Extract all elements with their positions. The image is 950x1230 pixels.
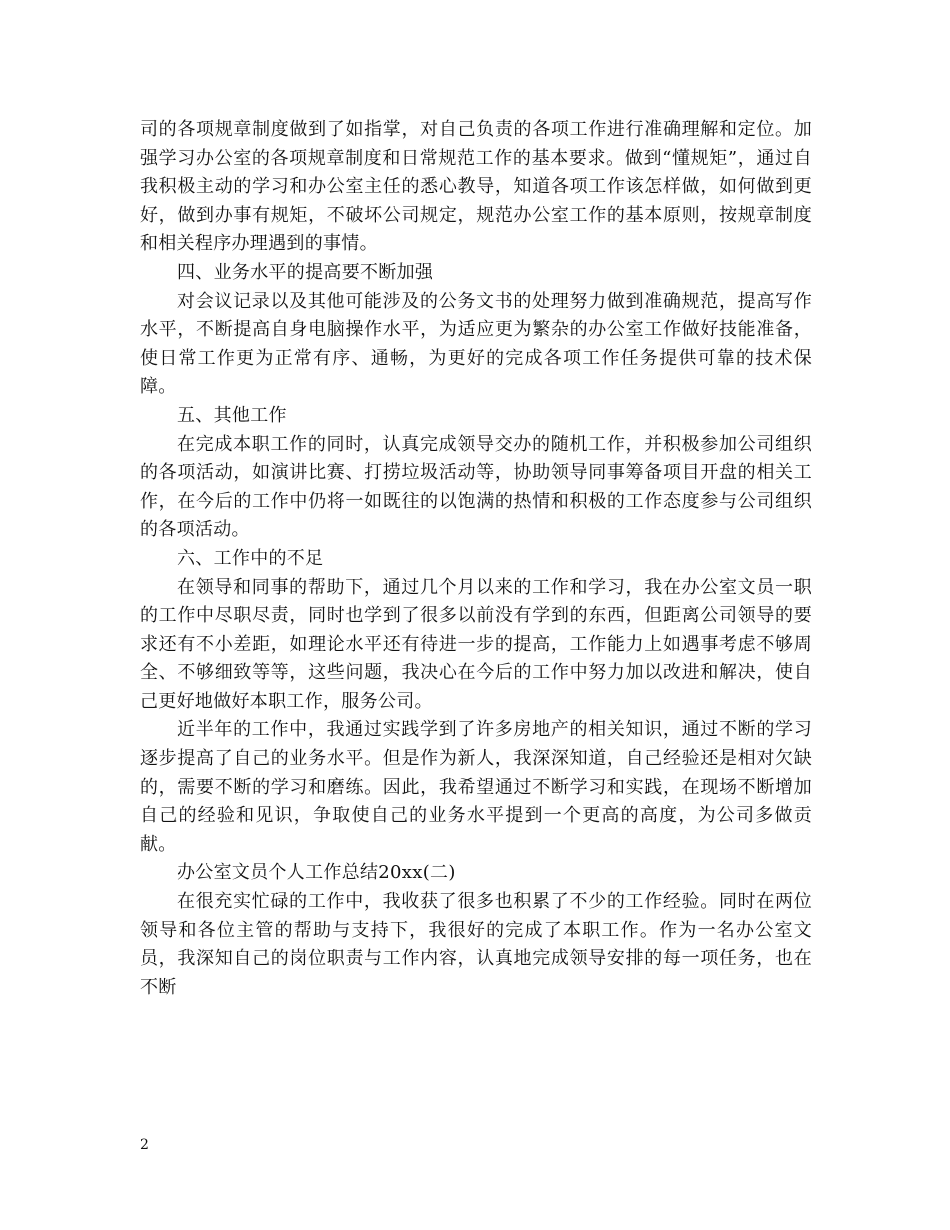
- paragraph-business-level: 对会议记录以及其他可能涉及的公务文书的处理努力做到准确规范，提高写作水平，不断提高自身电脑操作水平，为适应更为繁杂的办公室工作做好技能准备，使日常工作更为正常有序、通畅，为更好的完成各项工作任务提供可靠的技术保障。: [140, 290, 812, 398]
- paragraph-busy-work: 在很充实忙碌的工作中，我收获了很多也积累了不少的工作经验。同时在两位领导和各位主管的帮助与支持下，我很好的完成了本职工作。作为一名办公室文员，我深知自己的岗位职责与工作内容，认真地完成领导安排的每一项任务，也在不断: [140, 891, 812, 998]
- paragraph-shortcomings: 在领导和同事的帮助下，通过几个月以来的工作和学习，我在办公室文员一职的工作中尽职尽责，同时也学到了很多以前没有学到的东西，但距离公司领导的要求还有不小差距，如理论水平还有待进一步的提高，工作能力上如遇事考虑不够周全、不够细致等等，这些问题，我决心在今后的工作中努力加以改进和解决，使自己更好地做好本职工作，服务公司。: [140, 576, 812, 712]
- page-number: 2: [140, 1137, 149, 1153]
- paragraph-other-work: 在完成本职工作的同时，认真完成领导交办的随机工作，并积极参加公司组织的各项活动，如演讲比赛、打捞垃圾活动等，协助领导同事筹备项目开盘的相关工作，在今后的工作中仍将一如既往的以饱满的热情和积极的工作态度参与公司组织的各项活动。: [140, 433, 812, 541]
- document-body: [140, 116, 812, 1002]
- paragraph-half-year-summary: 近半年的工作中，我通过实践学到了许多房地产的相关知识，通过不断的学习逐步提高了自己的业务水平。但是作为新人，我深深知道，自己经验还是相对欠缺的，需要不断的学习和磨练。因此，我希望通过不断学习和实践，在现场不断增加自己的经验和见识，争取使自己的业务水平提到一个更高的高度，为公司多做贡献。: [140, 719, 812, 855]
- heading-section-five: 五、其他工作: [177, 404, 287, 426]
- heading-section-four: 四、业务水平的提高要不断加强: [177, 261, 434, 283]
- paragraph-continued-rules: 司的各项规章制度做到了如指掌，对自己负责的各项工作进行准确理解和定位。加强学习办公室的各项规章制度和日常规范工作的基本要求。做到“懂规矩”，通过自我积极主动的学习和办公室主任的悉心教导，知道各项工作该怎样做，如何做到更好，做到办事有规矩，不破坏公司规定，规范办公室工作的基本原则，按规章制度和相关程序办理遇到的事情。: [140, 119, 812, 255]
- heading-section-six: 六、工作中的不足: [177, 547, 324, 569]
- heading-summary-two: 办公室文员个人工作总结20xx(二): [177, 862, 456, 884]
